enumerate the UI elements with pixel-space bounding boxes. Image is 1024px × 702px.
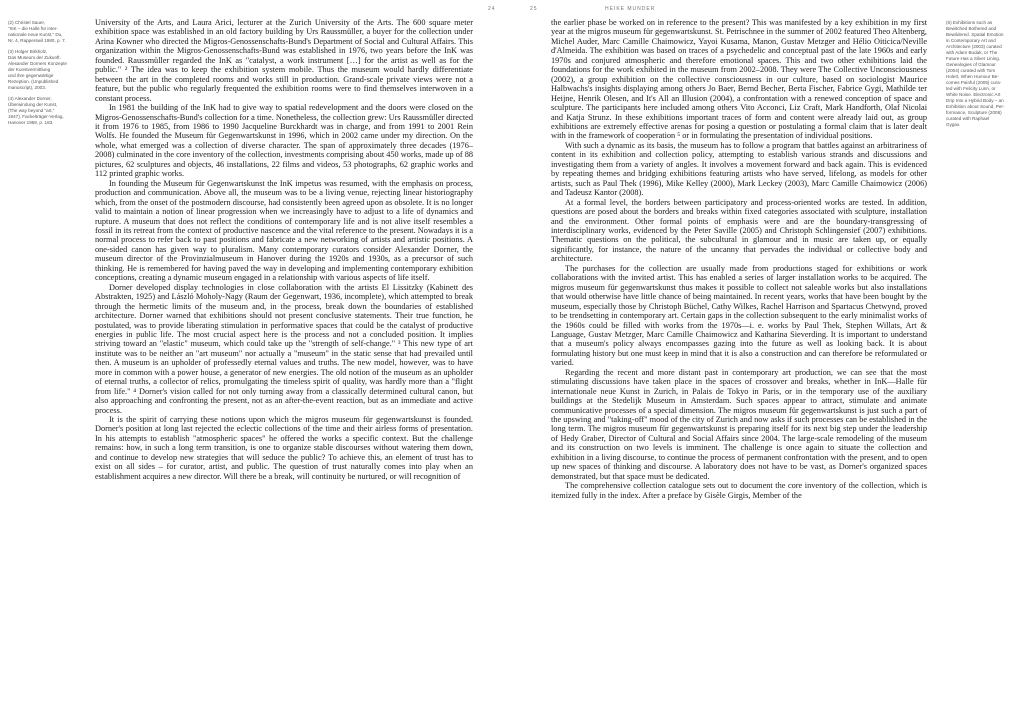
paragraph: In founding the Museum für Gegenwartskunst the InK impetus was resumed, with the emphasis on process, production and communication. Above all, the museum was to be a living venue, rejecting linear historiography which, from the onset of the postmodern discourse, had consistently been agreed upon as obsolete. It is no longer valid to maintain a notion of linear progression when we increasingly have to adjust to a life of dynamics and rupture. A museum that does not reflect the conditions of contemporary life and is not alive itself resembles a fossil in its retreat from the context of productive nascence and the vital reference to the present. Nowadays it is a normal process to refer back to past positions and fabricate a new networking of artists and artistic positions. A one-sided canon has given way to pluralism. Many contemporary curators consider Alexander Dorner, the museum director of the Provinzialmuseum in Hanover during the 1920s and 1930s, as a precursor of such thinking. He is remembered for having paved the way in developing and implementing contemporary exhibition conceptions, creating a dynamic museum engaged in a relationship with various aspects of life itself. — [95, 178, 473, 283]
paragraph: With such a dynamic as its basis, the museum has to follow a program that battles against an arbitrariness of content in its exhibition and collection policy, attempting to establish various strands and discussions and investigating them from a variety of angles. It involves a movement forward and back again. This is evidenced by repeating themes and bridging exhibitions featuring artists who have served, lifelong, as models for other artists, such as Paul Thek (1996), Mike Kelley (2000), Mark Leckey (2003), Marc Camille Chaimowicz (2006) and Tadeusz Kantor (2008). — [551, 140, 927, 198]
paragraph: The purchases for the collection are usually made from productions staged for exhibitions or work collaborations with the invited artist. This has enabled a series of larger installation works to be acquired. The migros museum für gegenwartskunst thus makes it possible to collect not saleable works but also installations that would otherwise have little chance of being maintained. In recent years, works that have been bought by the museum, especially those by Christoph Büchel, Cathy Wilkes, Rachel Harrison and Spartacus Chetwynd, proved to be trendsetting in contemporary art. Certain gaps in the collection subsequent to the early minimalist works of the 1960s could be filled with works from the 1970s—i. e. works by Paul Thek, Stephen Willats, Art & Language, Gustav Metzger, Marc Camille Chaimowicz and Katharina Sieverding. It is important to understand that a museum's policy always encompasses gazing into the future as well as looking back. It is about formulating history but one must keep in mind that it is also a construction and can therefore be reformulated or varied. — [551, 263, 927, 368]
footnote-4: (4) Alexander Dorner, Überwindung der Kunst, (The way beyond "art," 1947), Fackelträger-Verlag, Hanover 1959, p. 183. — [8, 96, 64, 125]
paragraph: At a formal level, the borders between participatory and process-oriented works are tested. In addition, questions are posed about the borders and breaks within fixed categories associated with sculpture, installation and the environment. Other formal points of emphasis were and are the boundary-transgressing of interdisciplinary works, evidenced by the Peter Saville (2005) and Christoph Schlingensief (2007) exhibitions. Thematic questions on the political, the subcultural in glamour and in music are taken up, or equally significantly, for instance, the nature of the uncanny that pervades the individual or collective body and architecture. — [551, 197, 927, 264]
paragraph: The comprehensive collection catalogue sets out to document the core inventory of the collection, which is itemized fully in the index. After a preface by Gisèle Girgis, Member of the — [551, 481, 927, 500]
left-page-number: 24 — [488, 6, 496, 12]
paragraph: University of the Arts, and Laura Arici, lecturer at the Zurich University of the Arts. The 600 square meter exhibition space was established in an old factory building by Urs Raussmüller, a buyer for the collection under Arina Kowner who directed the Migros-Genossenschafts-Bund's Department of Social and Cultural Affairs. This organization within the Migros-Genossenschafts-Bund was established in 1976, two years before the InK was founded. Raussmüller regarded the InK as "catalyst, a work instrument […] for the artist as well as for the public." ² The idea was to keep the exhibition system mobile. Thus the museum would hardly differentiate between the art in the completed rooms and works still in production. Grand-scale private views were not a feature, but the public who regularly frequented the exhibition rooms were to find themselves interwoven in a constant process. — [95, 18, 473, 103]
right-margin-notes — [946, 20, 1016, 133]
footnote-3: (3) Holger Birkholz, Das Museum der Zukunft. Alexander Dorners Konzepte der Kunstvermittlung und ihre gegenwärtige Rezeption. (Unpublished manuscript), 2003. — [8, 49, 67, 90]
left-margin-notes — [8, 20, 76, 131]
left-body-text — [95, 18, 473, 481]
paragraph: In 1981 the building of the InK had to give way to spatial redevelopment and the doors were closed on the Migros-Genossenschafts-Bund's collection for a time. Nonetheless, the collection grew: Urs Raussmüller directed it from 1976 to 1985, from 1986 to 1990 Jacqueline Burckhardt was in charge, and from 1991 to 2001 Rein Wolfs. He founded the Museum für Gegenwartskunst in 1996, which in 2002 came under my direction. On the whole, what emerged was a collection of diverse character. The span of approximately three decades (1976–2008) culminated in the core inventory of the collection, investments comprising about 450 works, made up of 88 pictures, 62 sculptures and objects, 46 installations, 22 films and videos, 53 photographs, 62 graphic works and 112 printed graphic works. — [95, 103, 473, 179]
paragraph: the earlier phase be worked on in reference to the present? This was manifested by a key exhibition in my first year at the migros museum für gegenwartskunst. St. Petrischnee in the summer of 2002 featured Theo Altenberg, Michel Auder, Marc Camille Chaimowicz, Yayoi Kusama, Manon, Gustav Metzger and Hélio Oiticica/Neville d'Almeida. The exhibition was based on traces of a psychedelic and conceptual past of the late 1960s and early 1970s and conjured atmospheric and therefore emotional spaces. This and two other exhibitions laid the foundations for the work exhibited in the museum from 2002–2008. They were The Collective Unconsciousness (2002), a group exhibition on the collective consciousness in our culture, based on sociologist Maurice Halbwachs's insights displaying among others Jo Baer, Bernd Becher, Berta Fischer, Fabrice Gygi, Mathilde ter Heijne, Henrik Olesen, and It's All an Illusion (2004), a confrontation with a renewed conception of space and sculpture. The participants here included among others Vito Acconci, Liz Craft, Mark Handforth, Olaf Nicolai and Katja Strunz. In these exhibitions important traces of form and content were already laid out, as group exhibitions are extremely effective arenas for posing a question or postulating a formal claim that is later dealt with in the framework of cooperation ⁵ or in formulating the presentation of individual positions. — [551, 18, 927, 141]
paragraph: Regarding the recent and more distant past in contemporary art production, we can see that the most stimulating discussions have taken place in the spaces of crossover and breaks, whether in InK—Halle für internationale neue Kunst in Zurich, in Palais de Tokyo in Paris, or in the temporary use of the auxiliary buildings at the Stedelijk Museum in Amsterdam. Such spaces appear to attract, stimulate and animate communicative processes of a special dimension. The migros museum für gegenwartskunst is just such a part of the upswing and "taking-off" mood of the city of Zurich and now asks if such processes can be established in the long term. The migros museum für gegenwartskunst is preparing itself for its next big step under the leadership of Hedy Graber, Director of Cultural and Social Affairs since 2004. The large-scale remodeling of the museum and its construction on two levels is imminent. The challenge is once again to situate the collection and exhibition in a living discourse, to continue the process of permanent confrontation with the present, and to open up new spaces of thinking and discourse. A laboratory does not have to be vast, as Dorner's organized spaces demonstrated, but that space must be dedicated. — [551, 367, 927, 481]
right-body-text — [551, 18, 927, 500]
footnote-5: (5) Exhibitions such as Bewitched Bothered and Bewildered. Spatial Emotion in Contemporary Art and Architecture (2003) curated with Adam Budak, or The Future Has a Silver Lining. Genealogies of Glamour (2004) curated with Tom Holert, When Humour Be- comes Painful (2005) cura- ted with Felicity Lunn, or White Noise. Electronic Art Drip Into a Hybrid Body – an Exhibition about Sound, Per- formance, Sculpture (2006) curated with Raphael Gygax. — [946, 20, 1005, 127]
running-head: HEIKE MUNDER — [605, 6, 656, 12]
paragraph: It is the spirit of carrying these notions upon which the migros museum für gegenwartskunst is founded. Dorner's position at long last rejected the eclectic collections of the time and their airless forms of presentation. In his attempts to establish "atmospheric spaces" he offered the works a specific context. But the challenge remains: how, in such a long term transition, is one to organize stable discourses without watering them down, and continue to develop new strategies that will seduce the public? To achieve this, an element of trust has to exist on all sides – for curator, artist, and public. The question of trust naturally comes into play when an establishment acquires a new director. Will there be a break, will continuity be nurtured, or will recognition of — [95, 415, 473, 481]
paragraph: Dorner developed display technologies in close collaboration with the artists El Lissitzky (Kabinett des Abstrakten, 1925) and László Moholy-Nagy (Raum der Gegenwart, 1936, incomplete), which attempted to break through the hermetic limits of the museum and, in the process, break down the boundaries of established architecture. Dorner warned that exhibitions should not present conclusive statements. Their true function, he postulated, was to provide liberating stimulation in performative spaces that could be the catalyst of productive energies in public life. The most crucial aspect here is the process and not a concluded position. It implies striving toward an "elastic" museum, which could take up the "strength of self-change." ³ This new type of art institute was to be neither an "art museum" nor actually a "museum" in the static sense that had prevailed until then. A museum is an upholder of professedly eternal values and truths. The new model, however, was to have more in common with a power house, a generator of new energies. The old notion of the museum as an upholder of eternal truths, a collector of relics, promulgating the timeless spirit of quality, was hardly more than a "flight from life." ⁴ Dorner's vision called for not only turning away from a classically determined cultural canon, but also approaching and confronting the present, not as an after-the-event reaction, but as an immediate and active process. — [95, 282, 473, 415]
right-page-number: 25 — [530, 6, 538, 12]
footnote-2: (2) Christel Sauer, "InK – die Halle für inter- nationale neue Kunst," Du, Nr. 4, Rapperswil 1980, p. 7. — [8, 20, 66, 43]
